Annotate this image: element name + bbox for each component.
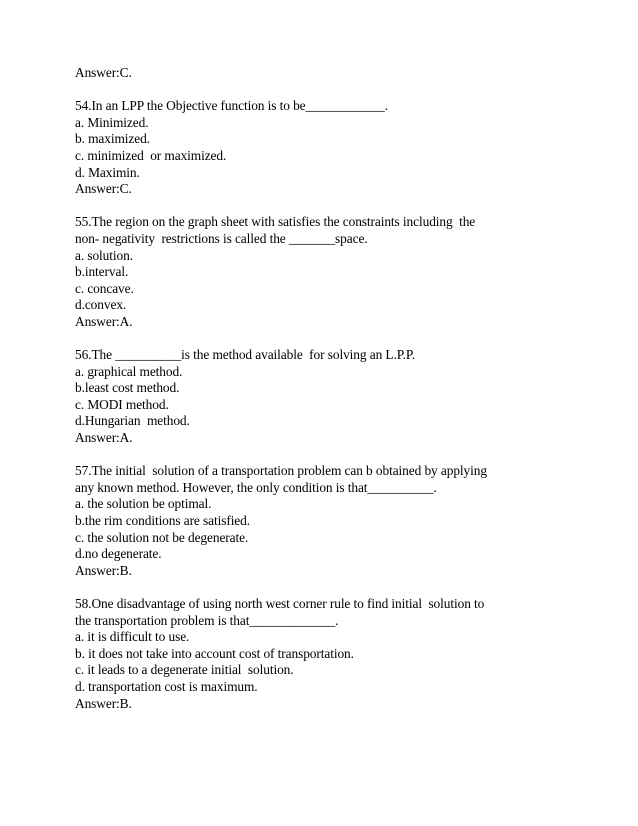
option-b: b.least cost method. [75,380,180,396]
option-b: b. it does not take into account cost of transportation. [75,645,354,661]
option-a: a. graphical method. [75,363,183,379]
option-b: b.interval. [75,264,129,280]
answer-block-53 [75,65,615,82]
option-c: c. concave. [75,280,134,296]
option-a: a. Minimized. [75,114,149,130]
option-d: d.Hungarian method. [75,413,190,429]
question-text-continued: non- negativity restrictions is called the _______space. [75,230,368,246]
question-block-56 [75,347,615,447]
question-text: 58.One disadvantage of using north west corner rule to find initial solution to [75,596,485,611]
answer-line: Answer:A. [75,313,133,329]
question-text: 56.The __________is the method available for solving an L.P.P. [75,347,415,363]
question-block-55 [75,214,615,330]
answer-line: Answer:B. [75,695,132,711]
answer-line: Answer:C. [75,65,132,80]
question-block-54 [75,98,615,198]
option-c: c. minimized or maximized. [75,147,227,163]
option-d: d. transportation cost is maximum. [75,678,258,694]
option-a: a. solution. [75,247,133,263]
option-b: b. maximized. [75,131,150,147]
question-block-58 [75,596,615,712]
question-block-57 [75,463,615,579]
question-text-continued: any known method. However, the only condition is that__________. [75,479,437,495]
option-a: a. it is difficult to use. [75,629,190,645]
option-b: b.the rim conditions are satisfied. [75,513,250,529]
question-text: 54.In an LPP the Objective function is to be____________. [75,98,388,114]
answer-line: Answer:A. [75,430,133,446]
question-text: 55.The region on the graph sheet with satisfies the constraints including the [75,214,476,230]
question-text-continued: the transportation problem is that_____________. [75,612,339,628]
option-d: d.no degenerate. [75,546,162,562]
document-page [75,65,615,712]
option-c: c. the solution not be degenerate. [75,529,249,545]
option-a: a. the solution be optimal. [75,496,212,512]
question-text: 57.The initial solution of a transportation problem can b obtained by applying [75,463,487,479]
option-c: c. it leads to a degenerate initial solution. [75,662,294,678]
answer-line: Answer:B. [75,562,132,578]
answer-line: Answer:C. [75,181,132,197]
option-d: d. Maximin. [75,164,140,180]
option-c: c. MODI method. [75,396,169,412]
option-d: d.convex. [75,297,127,313]
